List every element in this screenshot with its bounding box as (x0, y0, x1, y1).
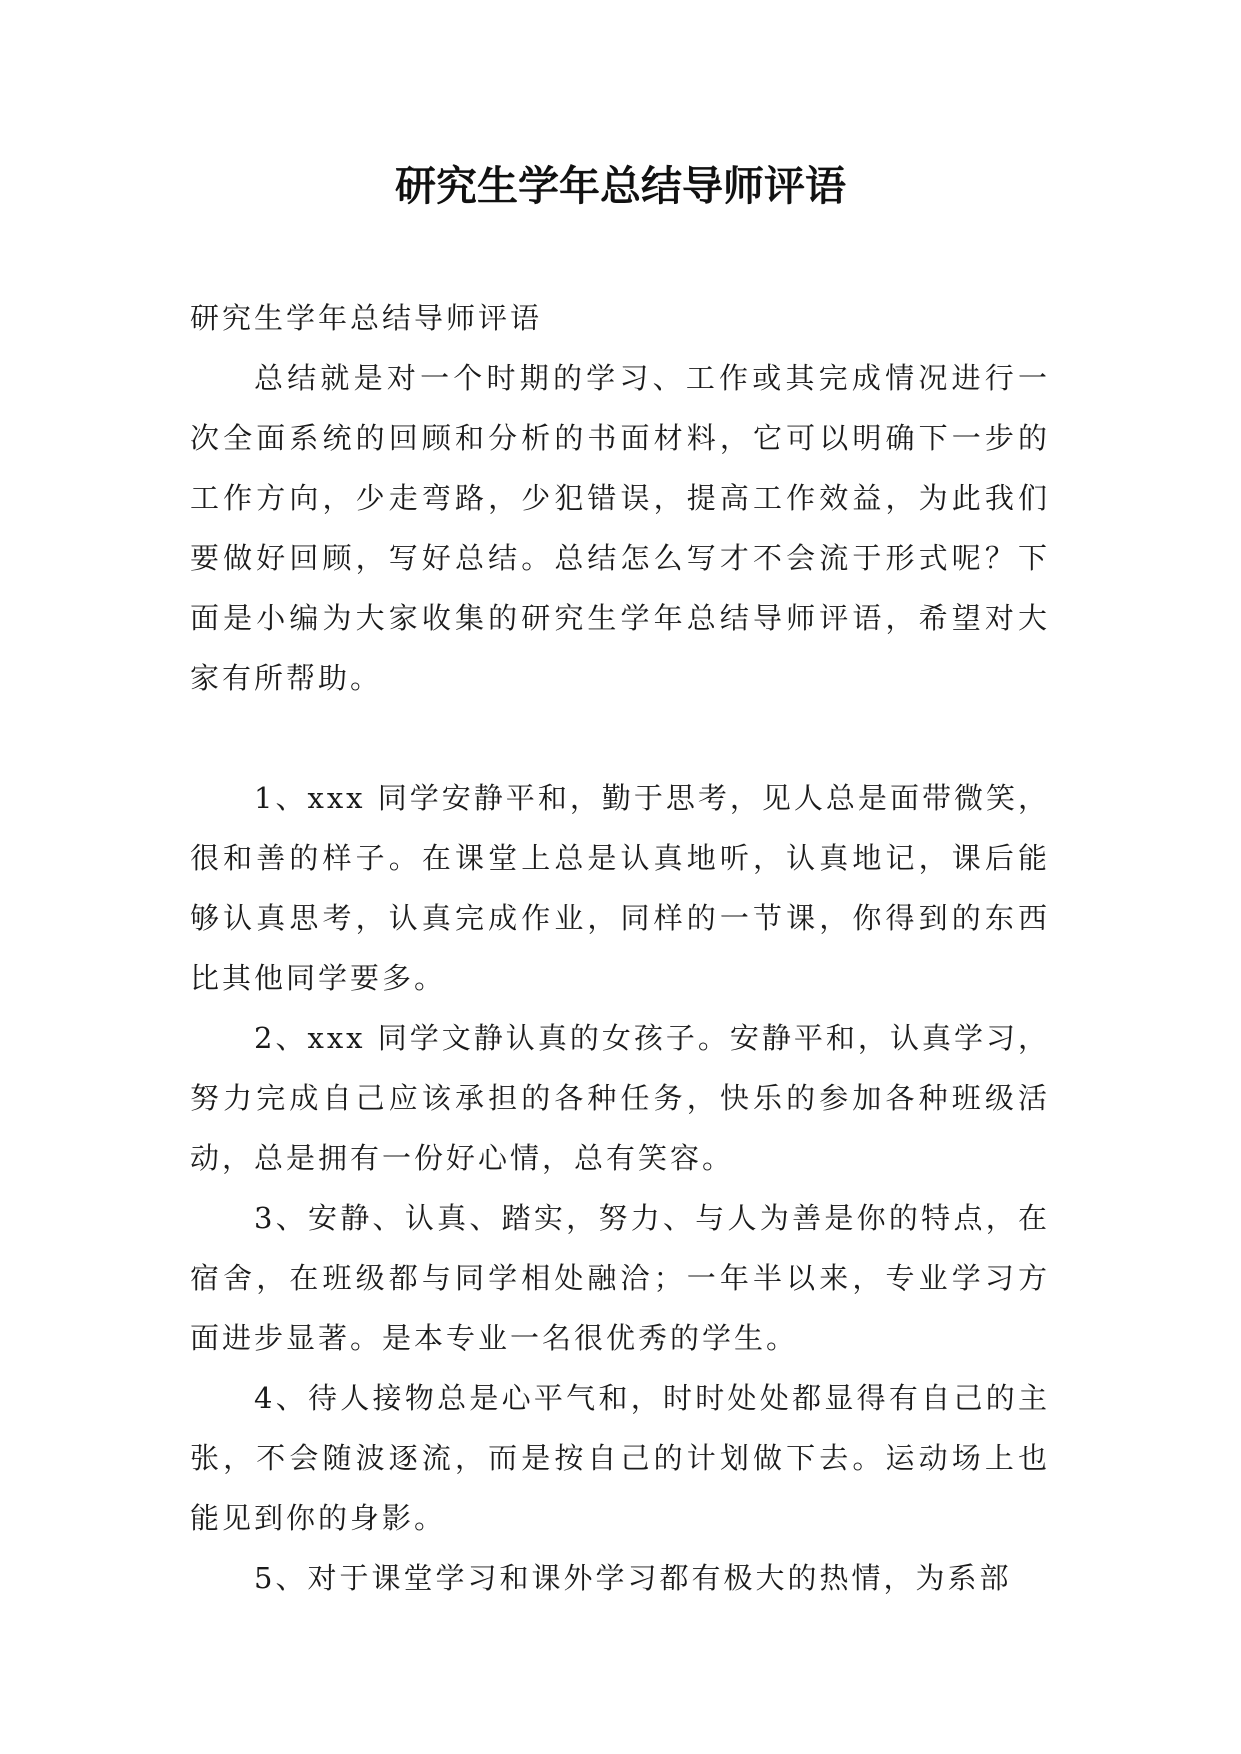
document-title: 研究生学年总结导师评语 (395, 162, 846, 210)
document-body (190, 288, 1050, 1608)
comment-paragraph-3: 3、安静、认真、踏实，努力、与人为善是你的特点，在宿舍，在班级都与同学相处融洽；一年半以来，专业学习方面进步显著。是本专业一名很优秀的学生。 (190, 1201, 1050, 1355)
document-subtitle: 研究生学年总结导师评语 (190, 301, 543, 335)
comment-paragraph-5: 5、对于课堂学习和课外学习都有极大的热情，为系部 (254, 1561, 1012, 1595)
comment-paragraph-2: 2、xxx 同学文静认真的女孩子。安静平和，认真学习，努力完成自己应该承担的各种任务，快乐的参加各种班级活动，总是拥有一份好心情，总有笑容。 (190, 1021, 1050, 1175)
comment-paragraph-4: 4、待人接物总是心平气和，时时处处都显得有自己的主张，不会随波逐流，而是按自己的计划做下去。运动场上也能见到你的身影。 (190, 1381, 1050, 1535)
comment-paragraph-1: 1、xxx 同学安静平和，勤于思考，见人总是面带微笑，很和善的样子。在课堂上总是认真地听，认真地记，课后能够认真思考，认真完成作业，同样的一节课，你得到的东西比其他同学要多。 (190, 781, 1050, 995)
intro-paragraph: 总结就是对一个时期的学习、工作或其完成情况进行一次全面系统的回顾和分析的书面材料，它可以明确下一步的工作方向，少走弯路，少犯错误，提高工作效益，为此我们要做好回顾，写好总结。总结怎么写才不会流于形式呢？下面是小编为大家收集的研究生学年总结导师评语，希望对大家有所帮助。 (190, 361, 1050, 695)
